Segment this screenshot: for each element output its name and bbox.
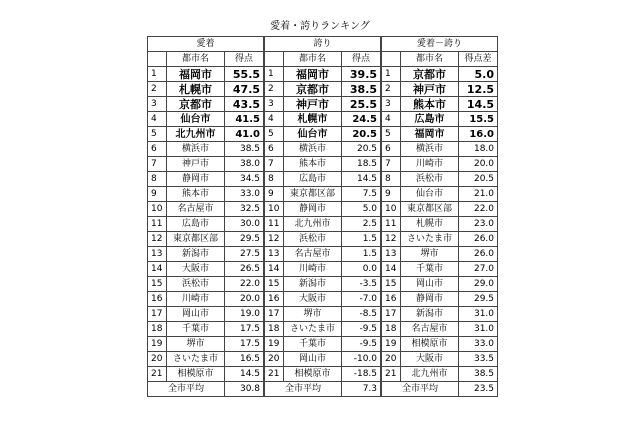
rank-cell: 17 [148, 307, 167, 322]
city-cell: 北九州市 [284, 217, 342, 232]
rank-cell: 18 [382, 322, 401, 337]
score-cell: -18.5 [342, 367, 381, 382]
city-cell: 新潟市 [284, 277, 342, 292]
score-cell: 31.0 [459, 322, 498, 337]
rank-cell: 21 [148, 367, 167, 382]
score-cell: 27.0 [459, 262, 498, 277]
average-row [265, 382, 381, 397]
rank-cell: 5 [148, 127, 167, 142]
city-cell: 東京都区部 [167, 232, 225, 247]
table-row [265, 172, 381, 187]
column-header-row [382, 52, 498, 67]
city-cell: 熊本市 [401, 97, 459, 112]
table-row [382, 352, 498, 367]
rank-cell: 18 [265, 322, 284, 337]
score-cell: 20.0 [459, 157, 498, 172]
city-cell: 横浜市 [167, 142, 225, 157]
table-row [265, 187, 381, 202]
city-cell: 広島市 [401, 112, 459, 127]
score-cell: 30.0 [225, 217, 264, 232]
score-cell: 33.0 [225, 187, 264, 202]
score-cell: 39.5 [342, 67, 381, 82]
table-row [382, 292, 498, 307]
table-row [265, 82, 381, 97]
table-row [382, 97, 498, 112]
rank-cell: 2 [382, 82, 401, 97]
rank-cell: 9 [382, 187, 401, 202]
rank-cell: 17 [265, 307, 284, 322]
city-cell: 福岡市 [401, 127, 459, 142]
rank-cell: 10 [148, 202, 167, 217]
table-row [382, 112, 498, 127]
table-row [265, 337, 381, 352]
score-cell: 1.5 [342, 247, 381, 262]
city-cell: 神戸市 [401, 82, 459, 97]
rank-cell: 5 [382, 127, 401, 142]
rank-cell: 13 [265, 247, 284, 262]
score-cell: 23.0 [459, 217, 498, 232]
city-cell: 広島市 [284, 172, 342, 187]
score-cell: 24.5 [342, 112, 381, 127]
table-row [148, 367, 264, 382]
score-cell: 26.5 [225, 262, 264, 277]
city-cell: 堺市 [167, 337, 225, 352]
table-row [382, 202, 498, 217]
city-header: 都市名 [167, 52, 225, 67]
score-cell: 1.5 [342, 232, 381, 247]
column-header-row [148, 52, 264, 67]
score-cell: 5.0 [342, 202, 381, 217]
score-cell: 34.5 [225, 172, 264, 187]
city-cell: さいたま市 [284, 322, 342, 337]
city-cell: 浜松市 [284, 232, 342, 247]
score-cell: 14.5 [459, 97, 498, 112]
score-cell: 20.5 [342, 142, 381, 157]
average-label: 全市平均 [265, 382, 342, 397]
score-cell: 12.5 [459, 82, 498, 97]
ranking-table-difference [381, 36, 498, 397]
score-cell: 0.0 [342, 262, 381, 277]
city-cell: 静岡市 [167, 172, 225, 187]
city-cell: 仙台市 [401, 187, 459, 202]
average-score: 7.3 [342, 382, 381, 397]
rank-cell: 4 [265, 112, 284, 127]
rank-cell: 8 [148, 172, 167, 187]
rank-cell: 14 [382, 262, 401, 277]
city-cell: 千葉市 [284, 337, 342, 352]
score-cell: 41.5 [225, 112, 264, 127]
city-cell: さいたま市 [401, 232, 459, 247]
score-cell: 38.5 [342, 82, 381, 97]
city-cell: 大阪市 [401, 352, 459, 367]
table-row [382, 337, 498, 352]
score-cell: 41.0 [225, 127, 264, 142]
rank-cell: 21 [382, 367, 401, 382]
score-cell: 19.0 [225, 307, 264, 322]
city-header: 都市名 [401, 52, 459, 67]
city-cell: 新潟市 [401, 307, 459, 322]
rank-header [148, 52, 167, 67]
rank-cell: 11 [148, 217, 167, 232]
table-row [265, 97, 381, 112]
table-row [148, 352, 264, 367]
table-row [265, 352, 381, 367]
city-cell: 札幌市 [167, 82, 225, 97]
score-cell: -10.0 [342, 352, 381, 367]
table-row [265, 157, 381, 172]
city-cell: 名古屋市 [401, 322, 459, 337]
rank-cell: 4 [382, 112, 401, 127]
score-cell: 18.5 [342, 157, 381, 172]
table-row [382, 67, 498, 82]
rank-cell: 5 [265, 127, 284, 142]
rank-cell: 6 [265, 142, 284, 157]
table-row [265, 217, 381, 232]
rank-cell: 1 [382, 67, 401, 82]
rank-cell: 21 [265, 367, 284, 382]
rank-cell: 12 [148, 232, 167, 247]
city-cell: 北九州市 [401, 367, 459, 382]
rank-cell: 14 [148, 262, 167, 277]
rank-cell: 8 [265, 172, 284, 187]
city-cell: 堺市 [401, 247, 459, 262]
city-cell: 相模原市 [167, 367, 225, 382]
rank-cell: 19 [382, 337, 401, 352]
city-cell: 新潟市 [167, 247, 225, 262]
city-cell: 福岡市 [284, 67, 342, 82]
city-cell: 大阪市 [167, 262, 225, 277]
rank-cell: 12 [382, 232, 401, 247]
rank-cell: 2 [148, 82, 167, 97]
rank-cell: 20 [265, 352, 284, 367]
table-row [265, 322, 381, 337]
score-cell: 16.5 [225, 352, 264, 367]
score-cell: 32.5 [225, 202, 264, 217]
score-cell: 17.5 [225, 337, 264, 352]
score-cell: 29.5 [459, 292, 498, 307]
table-row [382, 277, 498, 292]
score-cell: 15.5 [459, 112, 498, 127]
rank-cell: 1 [148, 67, 167, 82]
rank-cell: 14 [265, 262, 284, 277]
city-cell: 静岡市 [401, 292, 459, 307]
rank-cell: 3 [148, 97, 167, 112]
table-row [148, 67, 264, 82]
table-row [148, 292, 264, 307]
table-row [148, 187, 264, 202]
ranking-table-attachment [147, 36, 264, 397]
score-cell: 16.0 [459, 127, 498, 142]
score-cell: -3.5 [342, 277, 381, 292]
table-row [265, 277, 381, 292]
rank-cell: 8 [382, 172, 401, 187]
score-cell: 20.5 [459, 172, 498, 187]
rank-cell: 11 [382, 217, 401, 232]
table-row [148, 202, 264, 217]
score-cell: -9.5 [342, 337, 381, 352]
score-cell: 14.5 [342, 172, 381, 187]
city-cell: 広島市 [167, 217, 225, 232]
city-cell: 名古屋市 [167, 202, 225, 217]
score-header: 得点 [342, 52, 381, 67]
city-cell: 横浜市 [401, 142, 459, 157]
rank-cell: 18 [148, 322, 167, 337]
city-cell: 川崎市 [167, 292, 225, 307]
rank-cell: 9 [265, 187, 284, 202]
score-cell: 38.0 [225, 157, 264, 172]
city-cell: 札幌市 [284, 112, 342, 127]
rank-cell: 20 [382, 352, 401, 367]
city-cell: 東京都区部 [284, 187, 342, 202]
table-row [265, 262, 381, 277]
table-row [382, 172, 498, 187]
table-row [265, 247, 381, 262]
city-cell: 神戸市 [167, 157, 225, 172]
score-cell: 21.0 [459, 187, 498, 202]
table-row [148, 307, 264, 322]
rank-cell: 9 [148, 187, 167, 202]
city-cell: 仙台市 [167, 112, 225, 127]
group-label: 愛着 [148, 37, 264, 52]
average-row [148, 382, 264, 397]
city-cell: 堺市 [284, 307, 342, 322]
table-row [382, 262, 498, 277]
city-cell: 浜松市 [167, 277, 225, 292]
ranking-table-pride [264, 36, 381, 397]
table-row [148, 142, 264, 157]
score-cell: 29.5 [225, 232, 264, 247]
city-cell: 京都市 [401, 67, 459, 82]
table-row [148, 112, 264, 127]
score-header: 得点差 [459, 52, 498, 67]
rank-cell: 20 [148, 352, 167, 367]
average-score: 30.8 [225, 382, 264, 397]
city-cell: 横浜市 [284, 142, 342, 157]
score-cell: 18.0 [459, 142, 498, 157]
score-cell: 29.0 [459, 277, 498, 292]
score-cell: 5.0 [459, 67, 498, 82]
table-row [382, 127, 498, 142]
score-cell: 38.5 [459, 367, 498, 382]
rank-cell: 15 [148, 277, 167, 292]
rank-cell: 12 [265, 232, 284, 247]
rank-cell: 15 [382, 277, 401, 292]
score-cell: 27.5 [225, 247, 264, 262]
city-cell: 札幌市 [401, 217, 459, 232]
score-cell: 7.5 [342, 187, 381, 202]
table-row [265, 142, 381, 157]
table-row [382, 307, 498, 322]
column-header-row [265, 52, 381, 67]
group-header-row [382, 37, 498, 52]
score-cell: 2.5 [342, 217, 381, 232]
table-row [382, 217, 498, 232]
score-cell: 17.5 [225, 322, 264, 337]
rank-cell: 19 [265, 337, 284, 352]
city-cell: 北九州市 [167, 127, 225, 142]
table-row [382, 232, 498, 247]
table-row [265, 232, 381, 247]
average-label: 全市平均 [382, 382, 459, 397]
table-row [148, 97, 264, 112]
score-cell: 26.0 [459, 247, 498, 262]
table-row [382, 187, 498, 202]
table-row [148, 262, 264, 277]
rank-cell: 7 [382, 157, 401, 172]
table-row [148, 157, 264, 172]
score-cell: 47.5 [225, 82, 264, 97]
rank-cell: 6 [382, 142, 401, 157]
score-cell: 55.5 [225, 67, 264, 82]
score-cell: -8.5 [342, 307, 381, 322]
rank-cell: 6 [148, 142, 167, 157]
group-label: 誇り [265, 37, 381, 52]
city-cell: 仙台市 [284, 127, 342, 142]
table-row [382, 247, 498, 262]
city-cell: 千葉市 [167, 322, 225, 337]
rank-cell: 1 [265, 67, 284, 82]
rank-cell: 4 [148, 112, 167, 127]
table-row [265, 292, 381, 307]
table-row [148, 337, 264, 352]
city-cell: 岡山市 [167, 307, 225, 322]
table-row [148, 322, 264, 337]
rank-cell: 16 [265, 292, 284, 307]
table-row [148, 232, 264, 247]
score-cell: -7.0 [342, 292, 381, 307]
score-cell: 22.0 [225, 277, 264, 292]
city-cell: 川崎市 [401, 157, 459, 172]
score-cell: 33.5 [459, 352, 498, 367]
city-cell: 相模原市 [401, 337, 459, 352]
score-cell: 22.0 [459, 202, 498, 217]
city-cell: 静岡市 [284, 202, 342, 217]
table-row [148, 172, 264, 187]
score-cell: 20.5 [342, 127, 381, 142]
rank-cell: 10 [265, 202, 284, 217]
rank-cell: 7 [148, 157, 167, 172]
table-row [265, 67, 381, 82]
table-row [265, 367, 381, 382]
score-header: 得点 [225, 52, 264, 67]
rank-cell: 19 [148, 337, 167, 352]
city-cell: 大阪市 [284, 292, 342, 307]
score-cell: -9.5 [342, 322, 381, 337]
table-row [265, 202, 381, 217]
average-row [382, 382, 498, 397]
score-cell: 43.5 [225, 97, 264, 112]
rank-cell: 7 [265, 157, 284, 172]
table-row [148, 127, 264, 142]
average-score: 23.5 [459, 382, 498, 397]
rank-cell: 15 [265, 277, 284, 292]
city-cell: 千葉市 [401, 262, 459, 277]
table-row [148, 82, 264, 97]
city-header: 都市名 [284, 52, 342, 67]
city-cell: 京都市 [284, 82, 342, 97]
city-cell: 神戸市 [284, 97, 342, 112]
city-cell: 浜松市 [401, 172, 459, 187]
rank-header [265, 52, 284, 67]
table-row [148, 217, 264, 232]
city-cell: 京都市 [167, 97, 225, 112]
city-cell: 川崎市 [284, 262, 342, 277]
average-label: 全市平均 [148, 382, 225, 397]
city-cell: 熊本市 [284, 157, 342, 172]
score-cell: 33.0 [459, 337, 498, 352]
score-cell: 26.0 [459, 232, 498, 247]
table-row [148, 277, 264, 292]
city-cell: 相模原市 [284, 367, 342, 382]
rank-cell: 3 [382, 97, 401, 112]
rank-header [382, 52, 401, 67]
rank-cell: 13 [148, 247, 167, 262]
rank-cell: 11 [265, 217, 284, 232]
score-cell: 14.5 [225, 367, 264, 382]
city-cell: 岡山市 [284, 352, 342, 367]
rank-cell: 17 [382, 307, 401, 322]
rank-cell: 3 [265, 97, 284, 112]
score-cell: 20.0 [225, 292, 264, 307]
table-row [382, 367, 498, 382]
rank-cell: 2 [265, 82, 284, 97]
score-cell: 31.0 [459, 307, 498, 322]
city-cell: 東京都区部 [401, 202, 459, 217]
table-row [382, 142, 498, 157]
city-cell: さいたま市 [167, 352, 225, 367]
table-row [382, 322, 498, 337]
table-row [265, 127, 381, 142]
score-cell: 25.5 [342, 97, 381, 112]
group-label: 愛着－誇り [382, 37, 498, 52]
table-row [148, 247, 264, 262]
page-title: 愛着・誇りランキング [270, 21, 370, 32]
rank-cell: 13 [382, 247, 401, 262]
table-row [382, 157, 498, 172]
rank-cell: 10 [382, 202, 401, 217]
score-cell: 38.5 [225, 142, 264, 157]
table-row [265, 112, 381, 127]
city-cell: 福岡市 [167, 67, 225, 82]
group-header-row [148, 37, 264, 52]
city-cell: 名古屋市 [284, 247, 342, 262]
table-row [382, 82, 498, 97]
city-cell: 熊本市 [167, 187, 225, 202]
table-row [265, 307, 381, 322]
rank-cell: 16 [382, 292, 401, 307]
city-cell: 岡山市 [401, 277, 459, 292]
group-header-row [265, 37, 381, 52]
rank-cell: 16 [148, 292, 167, 307]
